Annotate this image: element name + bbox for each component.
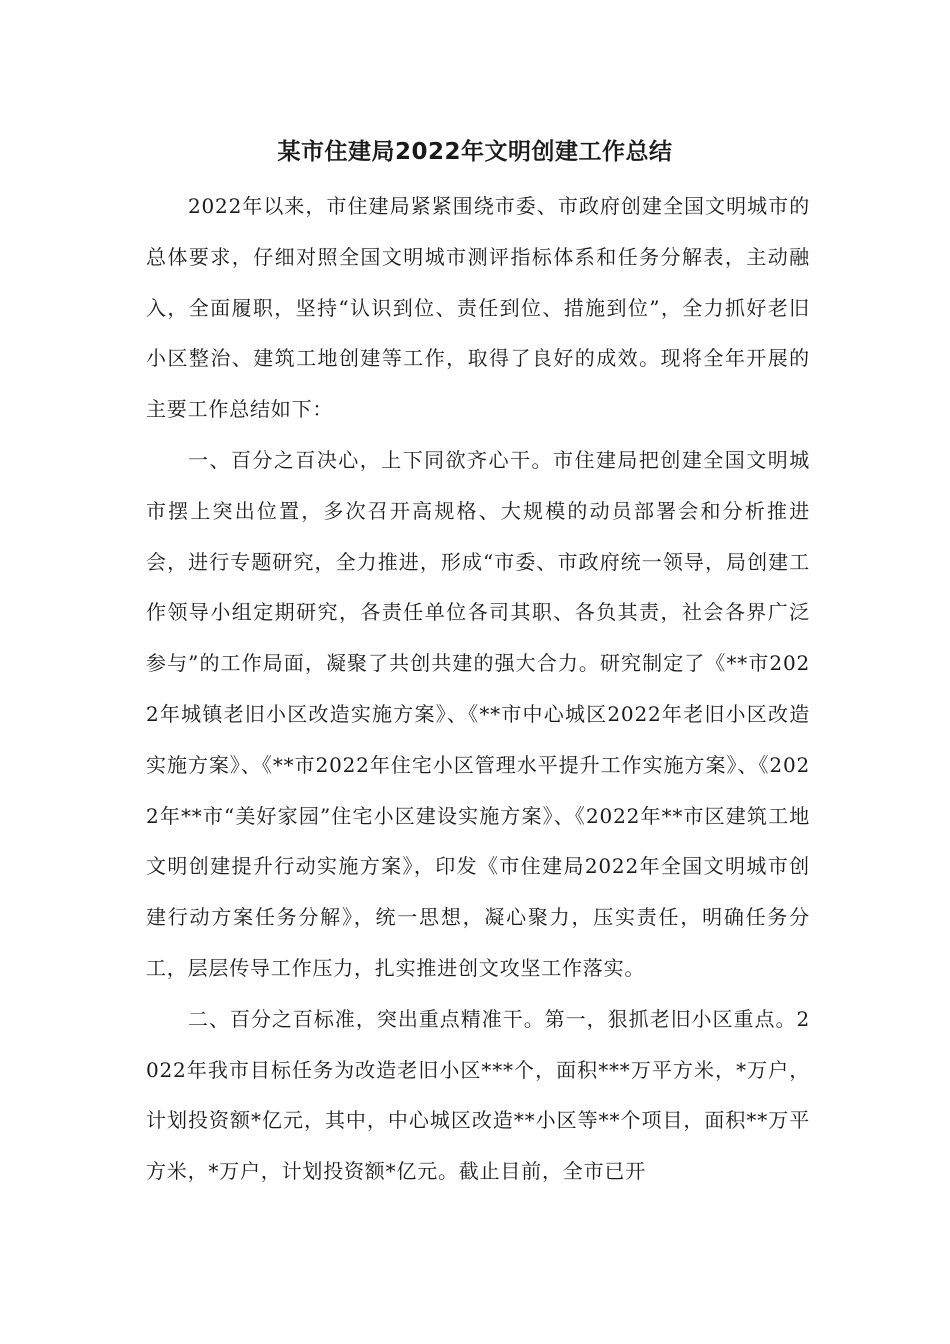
paragraph-section-two: 二、百分之百标准，突出重点精准干。第一，狠抓老旧小区重点。2022年我市目标任务为改造老旧小区***个，面积***万平方米，*万户，计划投资额*亿元，其中，中心城区改造**小区等**个项目，面积**万平方米，*万户，计划投资额*亿元。截止目前，全市已开	[146, 1006, 810, 1184]
document-title: 某市住建局2022年文明创建工作总结	[277, 139, 673, 165]
paragraph-section-one: 一、百分之百决心，上下同欲齐心干。市住建局把创建全国文明城市摆上突出位置，多次召开高规格、大规模的动员部署会和分析推进会，进行专题研究，全力推进，形成“市委、市政府统一领导，局创建工作领导小组定期研究，各责任单位各司其职、各负其责，社会各界广泛参与”的工作局面，凝聚了共创共建的强大合力。研究制定了《**市2022年城镇老旧小区改造实施方案》、《**市中心城区2022年老旧小区改造实施方案》、《**市2022年住宅小区管理水平提升工作实施方案》、《2022年**市“美好家园”住宅小区建设实施方案》、《2022年**市区建筑工地文明创建提升行动实施方案》，印发《市住建局2022年全国文明城市创建行动方案任务分解》，统一思想，凝心聚力，压实责任，明确任务分工，层层传导工作压力，扎实推进创文攻坚工作落实。	[146, 447, 810, 980]
document-body	[146, 181, 810, 1197]
paragraph-intro: 2022年以来，市住建局紧紧围绕市委、市政府创建全国文明城市的总体要求，仔细对照全国文明城市测评指标体系和任务分解表，主动融入，全面履职，坚持“认识到位、责任到位、措施到位”，全力抓好老旧小区整治、建筑工地创建等工作，取得了良好的成效。现将全年开展的主要工作总结如下：	[146, 194, 810, 422]
